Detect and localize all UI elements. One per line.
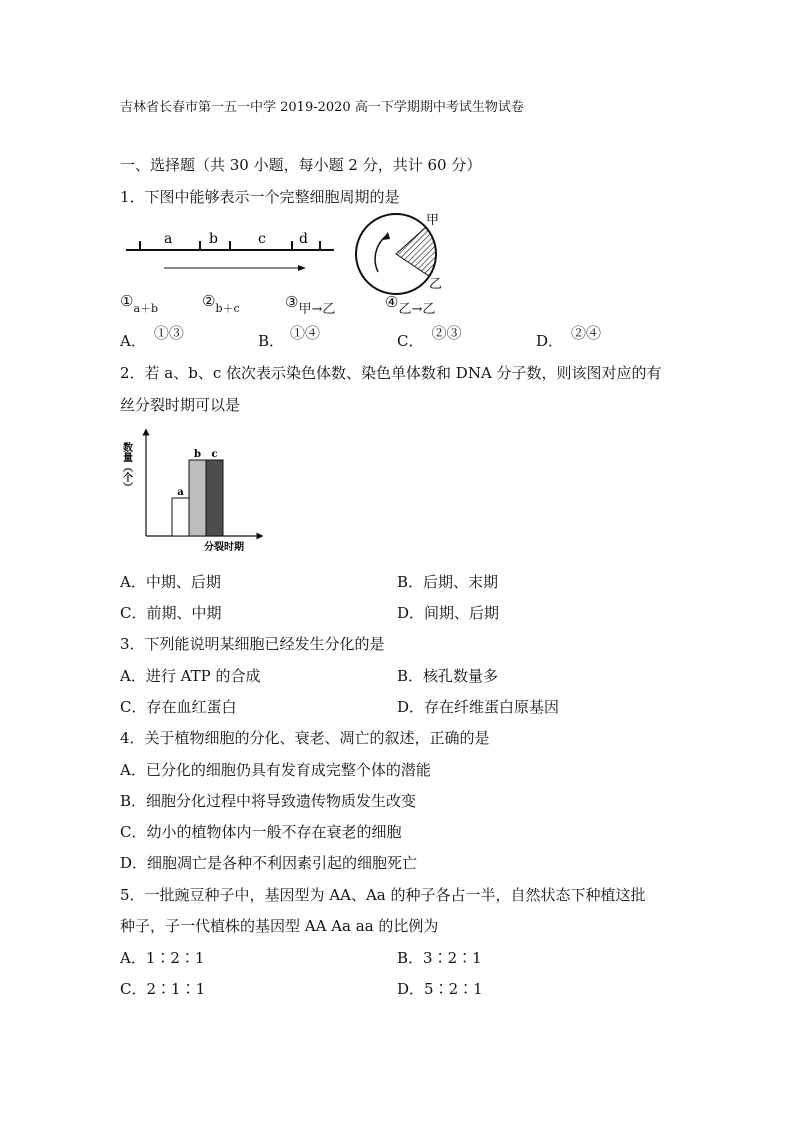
option-letter: D． (397, 980, 425, 998)
q1-choice-4 (385, 292, 436, 317)
option-text: 存在血红蛋白 (146, 698, 237, 716)
option-letter: B． (258, 332, 285, 350)
option-text: 间期、后期 (424, 604, 500, 622)
q2-option-c[interactable] (120, 602, 222, 623)
option-text: 幼小的植物体内一般不存在衰老的细胞 (146, 823, 402, 841)
option-text: ①③ (153, 324, 184, 342)
y-axis-label: 数量（个） (120, 442, 132, 492)
option-letter: C． (120, 823, 147, 841)
q1-option-b[interactable] (258, 324, 321, 351)
q5-option-a[interactable] (120, 947, 204, 968)
option-text: ①④ (290, 324, 321, 342)
option-letter: D． (120, 854, 148, 872)
q5-option-b[interactable] (397, 947, 482, 968)
question-5-stem-line1: 5．一批豌豆种子中，基因型为 AA、Aa 的种子各占一半，自然状态下种植这批 (120, 886, 646, 904)
cell-cycle-figure (120, 210, 460, 300)
line-label-c: c (258, 231, 266, 247)
option-text: 5∶2∶1 (424, 980, 483, 998)
option-letter: C． (397, 332, 424, 350)
option-text: 前期、中期 (146, 604, 222, 622)
choice-text: 乙→乙 (398, 302, 436, 317)
option-letter: A． (120, 949, 146, 967)
bar-chart (120, 428, 270, 558)
option-text: 细胞凋亡是各种不利因素引起的细胞死亡 (147, 854, 418, 872)
q4-option-b[interactable] (120, 790, 416, 811)
hatched-sector (396, 227, 436, 276)
choice-text: 甲→乙 (298, 302, 336, 317)
line-label-b: b (209, 231, 218, 247)
circle-arrow-head (382, 232, 390, 240)
option-text: 3∶2∶1 (423, 949, 482, 967)
q5-option-c[interactable] (120, 978, 205, 999)
q4-option-d[interactable] (120, 852, 417, 873)
q3-option-c[interactable] (120, 696, 237, 717)
option-text: 细胞分化过程中将导致遗传物质发生改变 (146, 792, 417, 810)
option-text: 存在纤维蛋白原基因 (424, 698, 560, 716)
bar-label-c: c (211, 449, 218, 460)
question-2-stem-line1: 2．若 a、b、c 依次表示染色体数、染色单体数和 DNA 分子数，则该图对应的有 (120, 364, 662, 382)
bar-b (189, 460, 206, 536)
option-text: ②④ (571, 324, 602, 342)
option-letter: A． (120, 667, 146, 685)
q2-option-a[interactable] (120, 571, 221, 592)
option-letter: C． (120, 604, 147, 622)
option-letter: C． (120, 698, 147, 716)
q3-option-d[interactable] (397, 696, 559, 717)
exam-title: 吉林省长春市第一五一中学 2019-2020 高一下学期期中考试生物试卷 (120, 100, 524, 115)
q4-option-c[interactable] (120, 821, 402, 842)
option-letter: C． (120, 980, 147, 998)
option-letter: D． (397, 698, 425, 716)
line-label-d: d (299, 231, 308, 247)
option-text: 2∶1∶1 (146, 980, 206, 998)
q2-option-d[interactable] (397, 602, 499, 623)
q3-option-b[interactable] (397, 665, 498, 686)
option-letter: B． (397, 573, 424, 591)
q4-option-a[interactable] (120, 759, 431, 780)
choice-text: a＋b (133, 302, 159, 315)
option-letter: D． (397, 604, 425, 622)
bar-c (206, 460, 223, 536)
option-text: 中期、后期 (145, 573, 221, 591)
q5-option-d[interactable] (397, 978, 483, 999)
option-text: 进行 ATP 的合成 (145, 667, 261, 685)
q1-option-d[interactable] (536, 324, 602, 351)
option-letter: B． (397, 667, 424, 685)
question-4-stem: 4．关于植物细胞的分化、衰老、凋亡的叙述，正确的是 (120, 729, 490, 747)
choice-text: b＋c (215, 302, 240, 315)
q1-option-c[interactable] (397, 324, 462, 351)
option-letter: A． (120, 332, 146, 350)
bar-label-b: b (194, 449, 201, 460)
q1-choice-2 (202, 292, 240, 315)
circle-label-yi: 乙 (429, 277, 443, 292)
option-letter: A． (120, 573, 146, 591)
option-letter: D． (536, 332, 564, 350)
option-text: ②③ (431, 324, 462, 342)
circle-arrow (375, 236, 386, 272)
option-text: 核孔数量多 (423, 667, 499, 685)
section-heading: 一、选择题（共 30 小题，每小题 2 分，共计 60 分） (120, 156, 482, 174)
question-1-stem: 1．下图中能够表示一个完整细胞周期的是 (120, 188, 400, 206)
q1-choice-1 (120, 292, 159, 315)
q1-choice-3 (285, 292, 336, 317)
choice-number: ① (120, 292, 134, 310)
q1-option-a[interactable] (120, 324, 184, 351)
q3-option-a[interactable] (120, 665, 261, 686)
bar-label-a: a (177, 487, 184, 498)
option-letter: A． (120, 761, 146, 779)
arrow-head (298, 265, 306, 271)
option-letter: B． (397, 949, 424, 967)
bar-a (172, 498, 189, 536)
question-2-stem-line2: 丝分裂时期可以是 (120, 396, 241, 414)
option-text: 已分化的细胞仍具有发育成完整个体的潜能 (145, 761, 431, 779)
line-label-a: a (164, 231, 173, 247)
choice-number: ③ (285, 293, 299, 311)
question-5-stem-line2: 种子，子一代植株的基因型 AA Aa aa 的比例为 (120, 917, 439, 935)
x-axis-label: 分裂时期 (204, 542, 244, 553)
question-3-stem: 3．下列能说明某细胞已经发生分化的是 (120, 635, 385, 653)
choice-number: ④ (385, 293, 399, 311)
circle-label-jia: 甲 (426, 213, 440, 228)
option-text: 1∶2∶1 (145, 949, 205, 967)
option-text: 后期、末期 (423, 573, 499, 591)
choice-number: ② (202, 292, 216, 310)
q2-option-b[interactable] (397, 571, 498, 592)
option-letter: B． (120, 792, 147, 810)
